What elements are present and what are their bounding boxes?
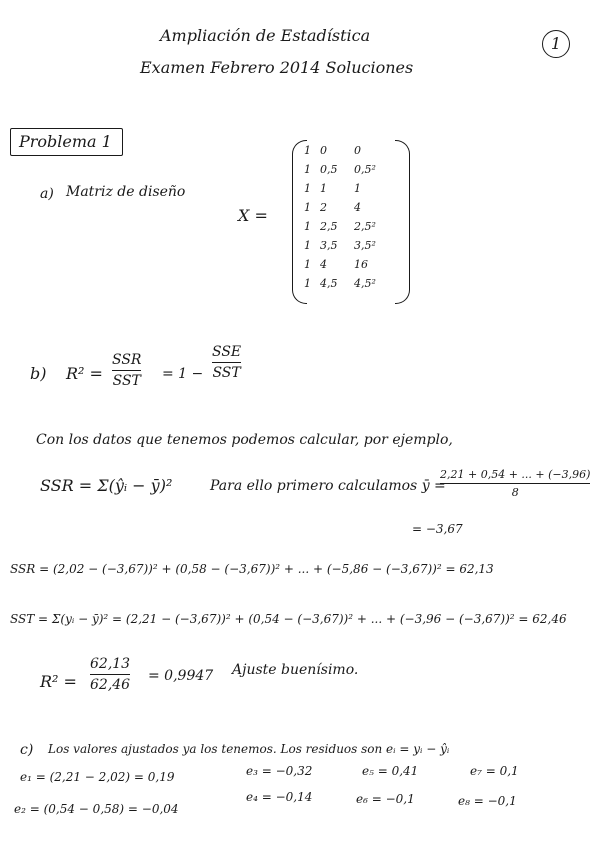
design-matrix [292,140,410,302]
ssr-computation: SSR = (2,02 − (−3,67))² + (0,58 − (−3,67))² + ... + (−5,86 − (−3,67))² = 62,13 [10,562,494,576]
page-number: 1 [542,30,570,58]
residual-e1: e₁ = (2,21 − 2,02) = 0,19 [20,770,175,784]
part-c-text: Los valores ajustados ya los tenemos. Los residuos son eᵢ = yᵢ − ŷᵢ [48,742,450,756]
r2-lhs: R² = [66,364,103,383]
matrix-row: 1 2 4 [304,201,361,214]
sse-over-sst [212,344,241,381]
frac-numerator: 2,21 + 0,54 + ... + (−3,96) [440,468,591,481]
matrix-row: 1 1 1 [304,182,361,195]
matrix-row: 1 4 16 [304,258,368,271]
residual-e4: e₄ = −0,14 [246,790,313,804]
mean-result: = −3,67 [412,522,463,536]
matrix-row: 1 0,5 0,5² [304,163,376,176]
one-minus: = 1 − [162,366,204,382]
document-title: Ampliación de Estadística [160,26,371,45]
r2-final-lhs: R² = [40,672,77,691]
matrix-row: 1 3,5 3,5² [304,239,376,252]
residual-e3: e₃ = −0,32 [246,764,313,778]
problem-label: Problema 1 [10,128,123,156]
ssr-over-sst [112,352,141,389]
frac-numerator: 62,13 [90,656,131,672]
document-subtitle: Examen Febrero 2014 Soluciones [140,58,414,77]
part-a-label: a) [40,186,54,202]
residual-e6: e₆ = −0,1 [356,792,415,806]
mean-text: Para ello primero calculamos ȳ = [210,478,446,494]
matrix-row: 1 2,5 2,5² [304,220,376,233]
part-c-label: c) [20,742,34,758]
matrix-row: 1 0 0 [304,144,361,157]
frac-denominator: SST [212,365,241,381]
residual-e2: e₂ = (0,54 − 0,58) = −0,04 [14,802,179,816]
frac-denominator: SST [112,373,141,389]
part-b-label: b) [30,364,47,383]
part-a-text: Matriz de diseño [66,184,186,200]
r2-final-result: = 0,9947 [148,668,214,684]
frac-denominator: 62,46 [90,677,131,693]
matrix-symbol: X = [238,206,268,225]
sst-computation: SST = Σ(yᵢ − ȳ)² = (2,21 − (−3,67))² + (0,54 − (−3,67))² + ... + (−3,96 − (−3,67))² = 62,46 [10,612,567,626]
frac-numerator: SSE [212,344,242,360]
ssr-definition: SSR = Σ(ŷᵢ − ȳ)² [40,476,173,495]
part-b-note: Con los datos que tenemos podemos calcular, por ejemplo, [36,432,453,448]
residual-e8: e₈ = −0,1 [458,794,517,808]
frac-denominator: 8 [511,486,519,499]
residual-e5: e₅ = 0,41 [362,764,419,778]
residual-e7: e₇ = 0,1 [470,764,519,778]
r2-final-fraction [90,656,130,693]
r2-comment: Ajuste buenísimo. [232,662,359,678]
mean-fraction [440,468,590,499]
matrix-row: 1 4,5 4,5² [304,277,376,290]
frac-numerator: SSR [112,352,142,368]
